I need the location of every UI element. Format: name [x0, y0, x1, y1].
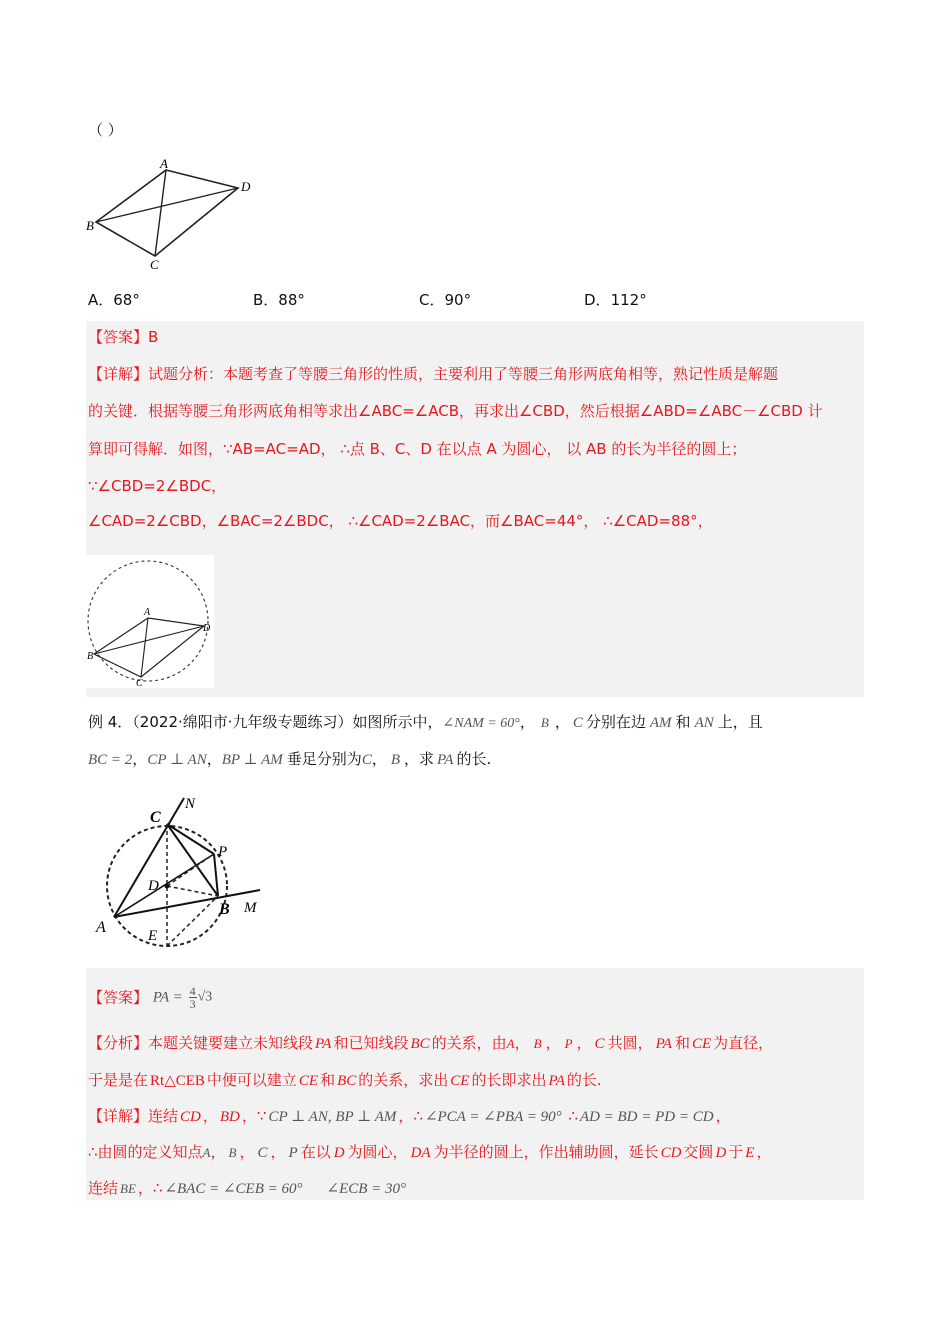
- detail-1-line-4: ∵∠CBD=2∠BDC，: [88, 477, 227, 495]
- label-m-3: M: [244, 900, 257, 916]
- figure-circle-geometry: [92, 790, 272, 960]
- detail-2-line-1: 【详解】连结 CD ， BD ，∵ CP ⊥ AN, BP ⊥ AM ，∴ ∠PCA = ∠PBA = 90° ∴ AD = BD = PD = CD ，: [88, 1107, 731, 1125]
- option-a: A．68°: [88, 291, 140, 309]
- detail-1-line-3: 算即可得解．如图，∵AB=AC=AD， ∴点 B、C、D 在以点 A 为圆心， 以 AB 的长为半径的圆上；: [88, 440, 747, 458]
- label-d-3: D: [148, 878, 159, 894]
- label-a-2: A: [144, 607, 151, 618]
- analysis-line-2: 于是是在 Rt△CEB 中便可以建立 CE 和 BC 的关系，求出 CE 的长即求出 PA 的长.: [88, 1071, 602, 1089]
- label-b-2: B: [87, 651, 94, 662]
- option-c: C．90°: [419, 291, 472, 309]
- label-c: C: [150, 257, 159, 272]
- label-a: A: [160, 156, 168, 171]
- ray-an: [114, 798, 184, 917]
- option-b: B．88°: [253, 291, 305, 309]
- option-d: D．112°: [584, 291, 647, 309]
- label-b: B: [86, 218, 94, 233]
- detail-1-line-2: 的关键．根据等腰三角形两底角相等求出∠ABC=∠ACB，再求出∠CBD，然后根据∠ABD=∠ABC－∠CBD 计: [88, 402, 823, 420]
- example-4-line-2: BC = 2，CP ⊥ AN，BP ⊥ AM 垂足分别为C， B ，求 PA 的长.: [88, 750, 492, 768]
- label-n-3: N: [185, 796, 196, 812]
- detail-2-line-3: 连结 BE ，∴ ∠BAC = ∠CEB = 60° ∠ECB = 30°: [88, 1179, 407, 1197]
- label-d-2: D: [203, 623, 211, 634]
- fraction: $\frac{4}{3}$: [189, 984, 196, 1011]
- label-p-3: P: [218, 844, 228, 860]
- figure-circle-quad: [86, 555, 214, 688]
- question-bracket: （ ）: [88, 121, 123, 139]
- diagonal-ac: [155, 170, 166, 256]
- segment-cp: [167, 824, 214, 854]
- dashed-eb: [167, 896, 218, 946]
- label-d: D: [241, 179, 251, 194]
- label-c-2: C: [136, 678, 143, 688]
- answer-2: 【答案】 PA = $\frac{4}{3}$ √3: [88, 984, 213, 1011]
- detail-1-line-5: ∠CAD=2∠CBD，∠BAC=2∠BDC， ∴∠CAD=2∠BAC，而∠BAC=44°， ∴∠CAD=88°，: [88, 512, 713, 530]
- quad-outline: [96, 170, 238, 256]
- analysis-line-1: 【分析】本题关键要建立未知线段 PA 和已知线段 BC 的关系，由A， B ， P ， C 共圆， PA 和 CE 为直径，: [88, 1034, 774, 1052]
- figure-quadrilateral: [80, 150, 270, 275]
- label-e-3: E: [148, 928, 158, 944]
- answer-1: 【答案】B: [88, 328, 159, 346]
- label-b-3: B: [219, 901, 230, 918]
- label-a-3: A: [96, 919, 106, 936]
- segment-cb: [167, 824, 218, 896]
- label-c-3: C: [150, 809, 161, 826]
- detail-2-line-2: ∴由圆的定义知点A， B ， C ， P 在以 D 为圆心， DA 为半径的圆上，作出辅助圆，延长 CD 交圆 D 于 E ，: [88, 1143, 772, 1161]
- point-d: [165, 884, 170, 889]
- detail-1-line-1: 【详解】试题分析：本题考查了等腰三角形的性质，主要利用了等腰三角形两底角相等，熟记性质是解题: [88, 365, 779, 383]
- dashed-db: [167, 886, 218, 896]
- example-4-line-1: 例 4．（2022·绵阳市·九年级专题练习）如图所示中，∠NAM = 60°， B ， C 分别在边 AM 和 AN 上，且: [88, 713, 763, 731]
